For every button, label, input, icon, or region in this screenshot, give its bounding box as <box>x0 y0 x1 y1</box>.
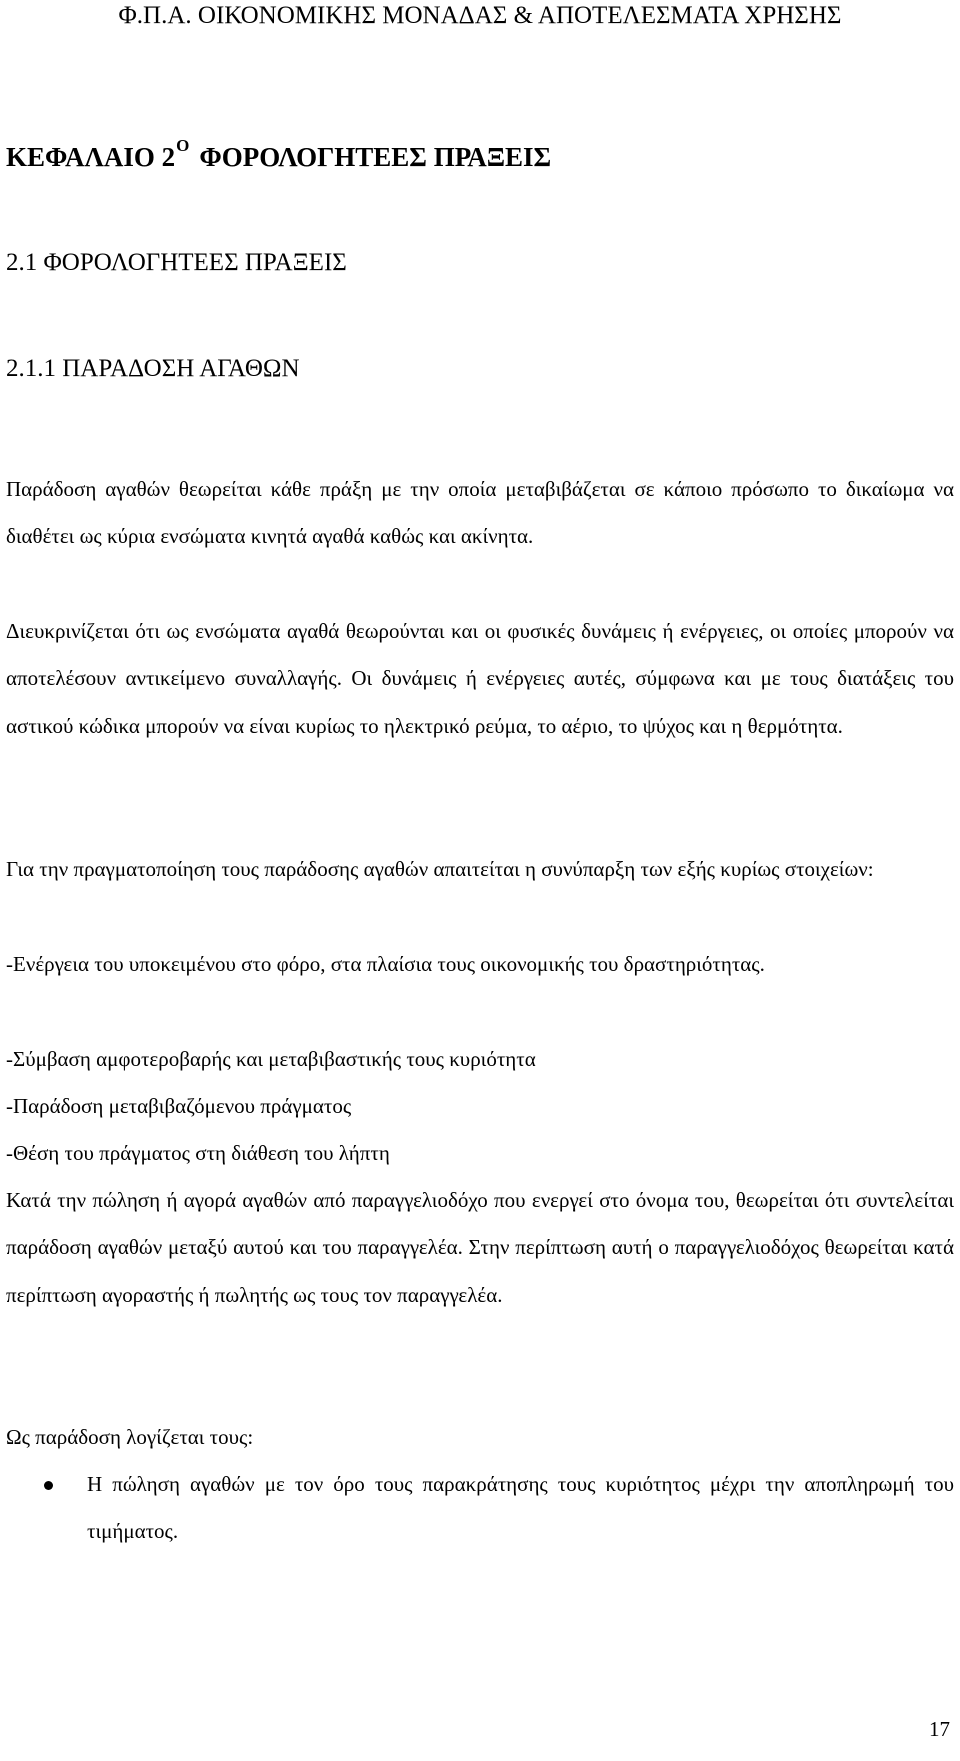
list-line-disposal: -Θέση του πράγματος στη διάθεση του λήπτη <box>6 1141 390 1165</box>
chapter-ordinal-superscript: Ο <box>176 136 190 155</box>
paragraph-goods-delivery-definition: Παράδοση αγαθών θεωρείται κάθε πράξη με την οποία μεταβιβάζεται σε κάποιο πρόσωπο το δικαίωμα να διαθέτει ως κύρια ενσώματα κινητά αγαθά καθώς και ακίνητα. <box>6 477 954 549</box>
page-number: 17 <box>929 1717 950 1741</box>
bullet-text: Η πώληση αγαθών με τον όρο τους παρακράτησης τους κυριότητος μέχρι την αποπληρωμή του τιμήματος. <box>87 1472 954 1544</box>
paragraph-deemed-delivery: Ως παράδοση λογίζεται τους: <box>6 1425 254 1449</box>
section-heading: 2.1 ΦΟΡΟΛΟΓΗΤΕΕΣ ΠΡΑΞΕΙΣ <box>6 249 347 276</box>
paragraph-required-elements: Για την πραγματοποίηση τους παράδοσης αγαθών απαιτείται η συνύπαρξη των εξής κυρίως στοιχείων: <box>6 857 874 881</box>
subsection-heading: 2.1.1 ΠΑΡΑΔΟΣΗ ΑΓΑΘΩΝ <box>6 355 300 382</box>
paragraph-physical-forces: Διευκρινίζεται ότι ως ενσώματα αγαθά θεωρούνται και οι φυσικές δυνάμεις ή ενέργειες, οι οποίες μπορούν να αποτελέσουν αντικείμενο συναλλαγής. Οι δυνάμεις ή ενέργειες αυτές, σύμφωνα και με τους διατάξεις του αστικού κώδικα μπορούν να είναι κυρίως το ηλεκτρικό ρεύμα, το αέριο, το ψύχος και η θερμότητα. <box>6 619 954 738</box>
chapter-title: ΦΟΡΟΛΟΓΗΤΕΕΣ ΠΡΑΞΕΙΣ <box>199 142 552 172</box>
paragraph-agent-sale: Κατά την πώληση ή αγορά αγαθών από παραγγελιοδόχο που ενεργεί στο όνομα του, θεωρείται ότι συντελείται παράδοση αγαθών μεταξύ αυτού και του παραγγελέα. Στην περίπτωση αυτή ο παραγγελιοδόχος θεωρείται κατά περίπτωση αγοραστής ή πωλητής ως τους τον παραγγελέα. <box>6 1188 954 1307</box>
chapter-prefix: ΚΕΦΑΛΑΙΟ 2 <box>6 142 176 172</box>
chapter-heading <box>6 136 551 173</box>
list-line-contract: -Σύμβαση αμφοτεροβαρής και μεταβιβαστικής τους κυριότητα <box>6 1047 536 1071</box>
bullet-icon <box>44 1481 53 1490</box>
running-header: Φ.Π.Α. ΟΙΚΟΝΟΜΙΚΗΣ ΜΟΝΑΔΑΣ & ΑΠΟΤΕΛΕΣΜΑΤΑ ΧΡΗΣΗΣ <box>118 2 842 29</box>
list-line-activity: -Ενέργεια του υποκειμένου στο φόρο, στα πλαίσια τους οικονομικής του δραστηριότητας. <box>6 952 765 976</box>
list-line-transfer: -Παράδοση μεταβιβαζόμενου πράγματος <box>6 1094 352 1118</box>
